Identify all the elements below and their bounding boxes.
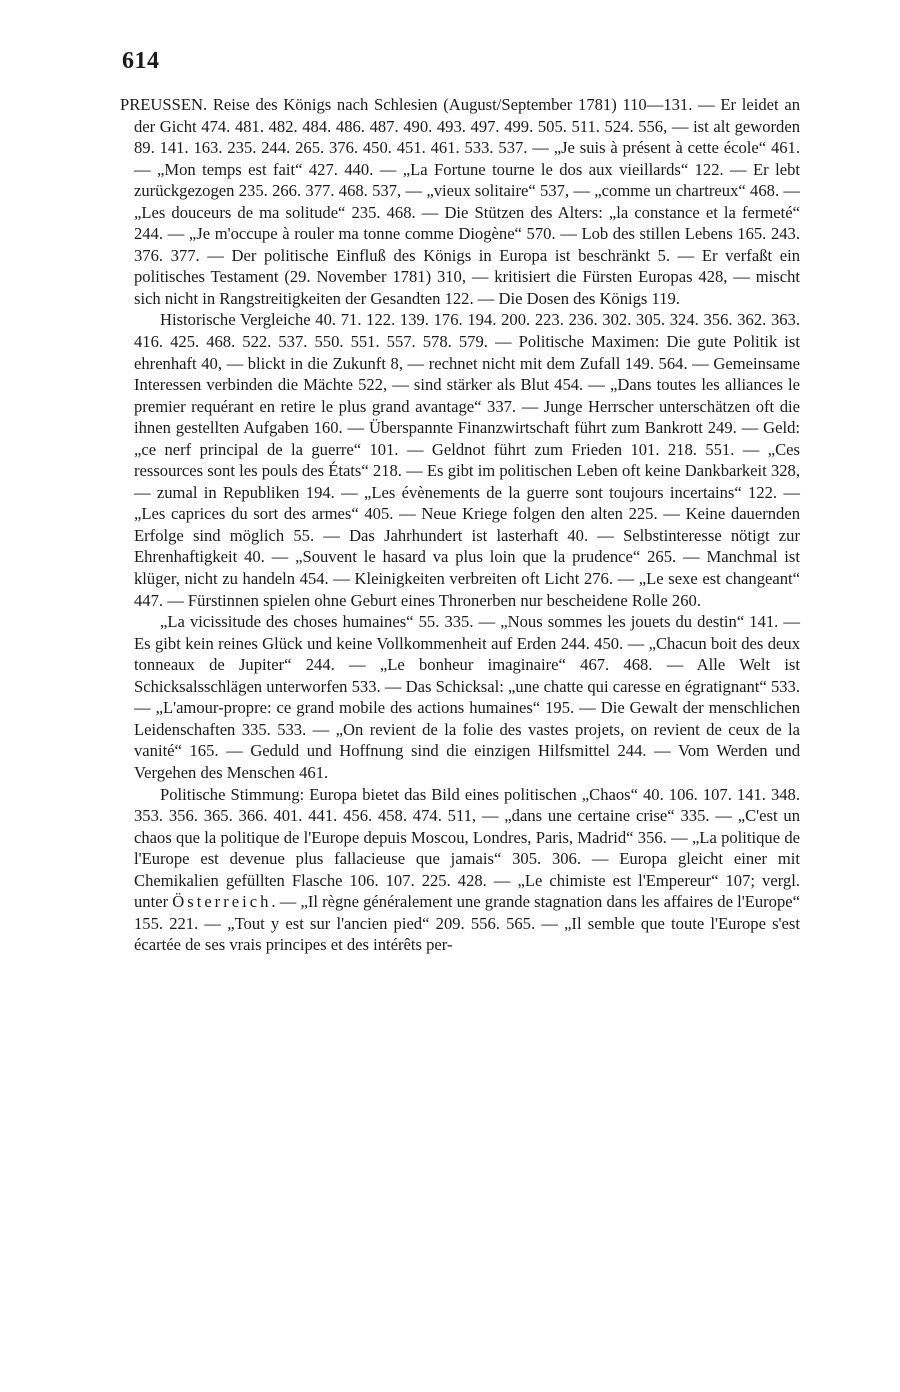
entry-text-tail: . — „Il règne généralement une grande stagnation dans les affaires de l'Europe“ 155. 221. — „Tout y est sur l'ancien pied“ 209. 556. 565. — „Il semble que toute l'Europe s'est écartée de ses vrais principes et des intérêts per- — [134, 892, 800, 955]
index-entry-politische-stimmung — [134, 784, 800, 956]
page-number: 614 — [122, 48, 160, 74]
spaced-reference: Österreich — [172, 892, 272, 912]
index-entry-preussen — [120, 94, 800, 309]
index-entry-vicissitude — [134, 611, 800, 783]
entry-text: „La vicissitude des choses humaines“ 55. 335. — „Nous sommes les jouets du destin“ 141. — Es gibt kein reines Glück und keine Vollkommenheit auf Erden 244. 450. — „Chacun boit des deux tonneaux de Jupiter“ 244. — „Le bonheur imaginaire“ 467. 468. — Alle Welt ist Schicksalsschlägen unterworfen 533. — Das Schicksal: „une chatte qui caresse en égratignant“ 533. — „L'amour-propre: ce grand mobile des actions humaines“ 195. — Die Gewalt der menschlichen Leidenschaften 335. 533. — „On revient de la folie des vastes projets, on revient de ceux de la vanité“ 165. — Geduld und Hoffnung sind die einzigen Hilfsmittel 244. — Vom Werden und Vergehen des Menschen 461. — [134, 612, 800, 782]
entry-heading: PREUSSEN. — [120, 95, 208, 114]
entry-text: Reise des Königs nach Schlesien (August/September 1781) 110—131. — Er leidet an der Gicht 474. 481. 482. 484. 486. 487. 490. 493. 497. 499. 505. 511. 524. 556, — ist alt geworden 89. 141. 163. 235. 244. 265. 376. 450. 451. 461. 533. 537. — „Je suis à présent à cette école“ 461. — „Mon temps est fait“ 427. 440. — „La Fortune tourne le dos aux vieillards“ 122. — Er lebt zurückgezogen 235. 266. 377. 468. 537, — „vieux solitaire“ 537, — „comme un chartreux“ 468. — „Les douceurs de ma solitude“ 235. 468. — Die Stützen des Alters: „la constance et la fermeté“ 244. — „Je m'occupe à rouler ma tonne comme Diogène“ 570. — Lob des stillen Lebens 165. 243. 376. 377. — Der politische Einfluß des Königs in Europa ist beschränkt 5. — Er verfaßt ein politisches Testament (29. November 1781) 310, — kritisiert die Fürsten Europas 428, — mischt sich nicht in Rangstreitigkeiten der Gesandten 122. — Die Dosen des Königs 119. — [134, 95, 800, 308]
index-text — [120, 94, 800, 956]
entry-text: Historische Vergleiche 40. 71. 122. 139. 176. 194. 200. 223. 236. 302. 305. 324. 356. 362. 363. 416. 425. 468. 522. 537. 550. 551. 557. 578. 579. — Politische Maximen: Die gute Politik ist ehrenhaft 40, — blickt in die Zukunft 8, — rechnet nicht mit dem Zufall 149. 564. — Gemeinsame Interessen verbinden die Mächte 522, — sind stärker als Blut 454. — „Dans toutes les alliances le premier requérant en retire le plus grand avantage“ 337. — Junge Herrscher unterschätzen oft die ihnen gestellten Aufgaben 160. — Überspannte Finanzwirtschaft führt zum Bankrott 249. — Geld: „ce nerf principal de la guerre“ 101. — Geldnot führt zum Frieden 101. 218. 551. — „Ces ressources sont les pouls des États“ 218. — Es gibt im politischen Leben oft keine Dankbarkeit 328, — zumal in Republiken 194. — „Les évènements de la guerre sont toujours incertains“ 122. — „Les caprices du sort des armes“ 405. — Neue Kriege folgen den alten 225. — Keine dauernden Erfolge sind möglich 55. — Das Jahrhundert ist lasterhaft 40. — Selbstinteresse nötigt zur Ehrenhaftigkeit 40. — „Souvent le hasard va plus loin que la prudence“ 265. — Manchmal ist klüger, nicht zu handeln 454. — Kleinigkeiten verbreiten oft Licht 276. — „Le sexe est changeant“ 447. — Fürstinnen spielen ohne Geburt eines Thronerben nur bescheidene Rolle 260. — [134, 310, 800, 610]
entry-text: Politische Stimmung: Europa bietet das Bild eines politischen „Chaos“ 40. 106. 107. 141. 348. 353. 356. 365. 366. 401. 441. 456. 458. 474. 511, — „dans une certaine crise“ 335. — „C'est un chaos que la politique de l'Europe depuis Moscou, Londres, Paris, Madrid“ 356. — „La politique de l'Europe est devenue plus fallacieuse que jamais“ 305. 306. — Europa gleicht einer mit Chemikalien gefüllten Flasche 106. 107. 225. 428. — „Le chimiste est l'Empereur“ 107; vergl. unter — [134, 784, 800, 912]
index-entry-historische-vergleiche — [134, 309, 800, 611]
